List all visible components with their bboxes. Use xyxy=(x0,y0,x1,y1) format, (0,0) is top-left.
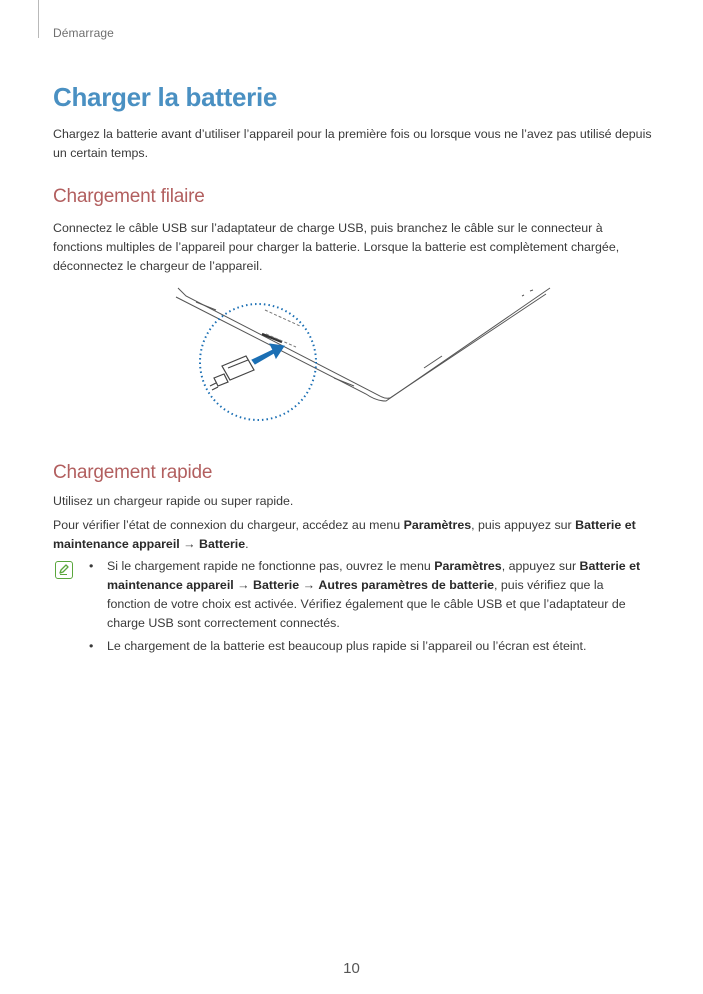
wired-charging-heading: Chargement filaire xyxy=(53,186,205,207)
menu-battery-label: Batterie xyxy=(199,537,246,551)
fast-charging-heading: Chargement rapide xyxy=(53,462,213,483)
page-number: 10 xyxy=(343,960,360,977)
charging-illustration xyxy=(170,282,560,437)
note-item: • Le chargement de la batterie est beaucoup plus rapide si l’appareil ou l’écran est éteint. xyxy=(89,637,649,656)
note-item: • Si le chargement rapide ne fonctionne pas, ouvrez le menu Paramètres, appuyez sur Batterie et maintenance appareil → Batterie → Autres paramètres de batterie, puis vérifiez que la fonction de votre choix est activée. Vérifiez également que le câble USB et que l’adaptateur de charge USB sont correctement connectés. xyxy=(89,557,649,633)
section-divider xyxy=(38,0,39,38)
intro-paragraph: Chargez la batterie avant d’utiliser l’appareil pour la première fois ou lorsque vous ne l’avez pas utilisé depuis un certain temps. xyxy=(53,127,652,160)
menu-settings-label: Paramètres xyxy=(403,518,472,532)
note-pencil-icon xyxy=(55,561,73,579)
tablet-usb-charging-image xyxy=(170,282,560,432)
fast-charging-paragraph-2: Pour vérifier l’état de connexion du chargeur, accédez au menu Paramètres, puis appuyez sur Batterie et maintenance appareil → Batterie. xyxy=(53,518,636,551)
menu-battery-label: Batterie xyxy=(253,578,300,592)
page-title: Charger la batterie xyxy=(53,82,278,112)
menu-settings-label: Paramètres xyxy=(434,559,502,573)
wired-charging-paragraph: Connectez le câble USB sur l’adaptateur de charge USB, puis branchez le câble sur le connecteur à fonctions multiples de l’appareil pour charger la batterie. Lorsque la batterie est complètement chargée, déconnectez le chargeur de l’appareil. xyxy=(53,221,620,273)
menu-battery-maintenance-label: Batterie et maintenance appareil xyxy=(53,518,636,551)
fast-charging-paragraph-1: Utilisez un chargeur rapide ou super rapide. xyxy=(53,494,294,508)
notes-list xyxy=(89,557,649,660)
breadcrumb: Démarrage xyxy=(53,26,114,40)
menu-other-battery-settings-label: Autres paramètres de batterie xyxy=(318,578,495,592)
menu-battery-maintenance-label: Batterie et maintenance appareil xyxy=(107,559,641,592)
